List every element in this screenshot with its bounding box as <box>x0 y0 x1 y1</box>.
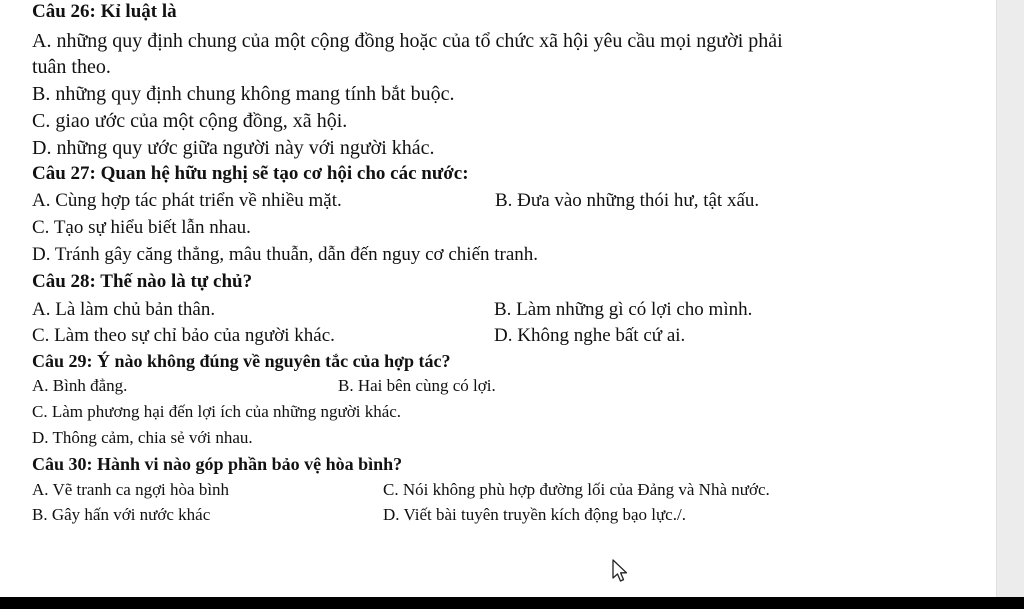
question-27-heading: Câu 27: Quan hệ hữu nghị sẽ tạo cơ hội cho các nước: <box>32 163 469 184</box>
question-26-option-d: D. những quy ước giữa người này với người khác. <box>32 137 435 159</box>
question-28-option-b: B. Làm những gì có lợi cho mình. <box>494 299 753 320</box>
question-29-option-c: C. Làm phương hại đến lợi ích của những người khác. <box>32 402 402 421</box>
question-28-heading: Câu 28: Thế nào là tự chủ? <box>32 271 253 292</box>
question-30-option-b: B. Gây hấn với nước khác <box>32 505 211 524</box>
question-30-option-d: D. Viết bài tuyên truyền kích động bạo lực./. <box>383 505 686 524</box>
question-28-option-c: C. Làm theo sự chỉ bảo của người khác. <box>32 325 335 346</box>
vertical-scrollbar[interactable] <box>996 0 1024 597</box>
question-27-option-c: C. Tạo sự hiểu biết lẫn nhau. <box>32 217 251 238</box>
bottom-bar <box>0 597 1024 609</box>
question-30-heading: Câu 30: Hành vi nào góp phần bảo vệ hòa bình? <box>32 454 403 474</box>
question-28-option-a: A. Là làm chủ bản thân. <box>32 299 216 320</box>
question-29-option-a: A. Bình đẳng. <box>32 376 128 395</box>
question-30-option-c: C. Nói không phù hợp đường lối của Đảng và Nhà nước. <box>383 480 770 499</box>
question-29-option-d: D. Thông cảm, chia sẻ với nhau. <box>32 428 253 447</box>
question-27-option-b: B. Đưa vào những thói hư, tật xấu. <box>495 190 760 211</box>
question-26-option-b: B. những quy định chung không mang tính bắt buộc. <box>32 83 455 105</box>
mouse-pointer-icon <box>611 559 629 583</box>
question-26-heading: Câu 26: Kỉ luật là <box>32 1 177 22</box>
question-27-option-a: A. Cùng hợp tác phát triển về nhiều mặt. <box>32 190 342 211</box>
question-29-heading: Câu 29: Ý nào không đúng về nguyên tắc của hợp tác? <box>32 351 451 371</box>
question-30-option-a: A. Vẽ tranh ca ngợi hòa bình <box>32 480 230 499</box>
question-28-option-d: D. Không nghe bất cứ ai. <box>494 325 686 346</box>
question-26-option-a-continued: tuân theo. <box>32 56 111 78</box>
question-29-option-b: B. Hai bên cùng có lợi. <box>338 376 496 395</box>
question-26-option-c: C. giao ước của một cộng đồng, xã hội. <box>32 110 348 132</box>
question-27-option-d: D. Tránh gây căng thẳng, mâu thuẫn, dẫn đến nguy cơ chiến tranh. <box>32 244 539 265</box>
question-26-option-a: A. những quy định chung của một cộng đồng hoặc của tổ chức xã hội yêu cầu mọi người phải <box>32 30 783 52</box>
